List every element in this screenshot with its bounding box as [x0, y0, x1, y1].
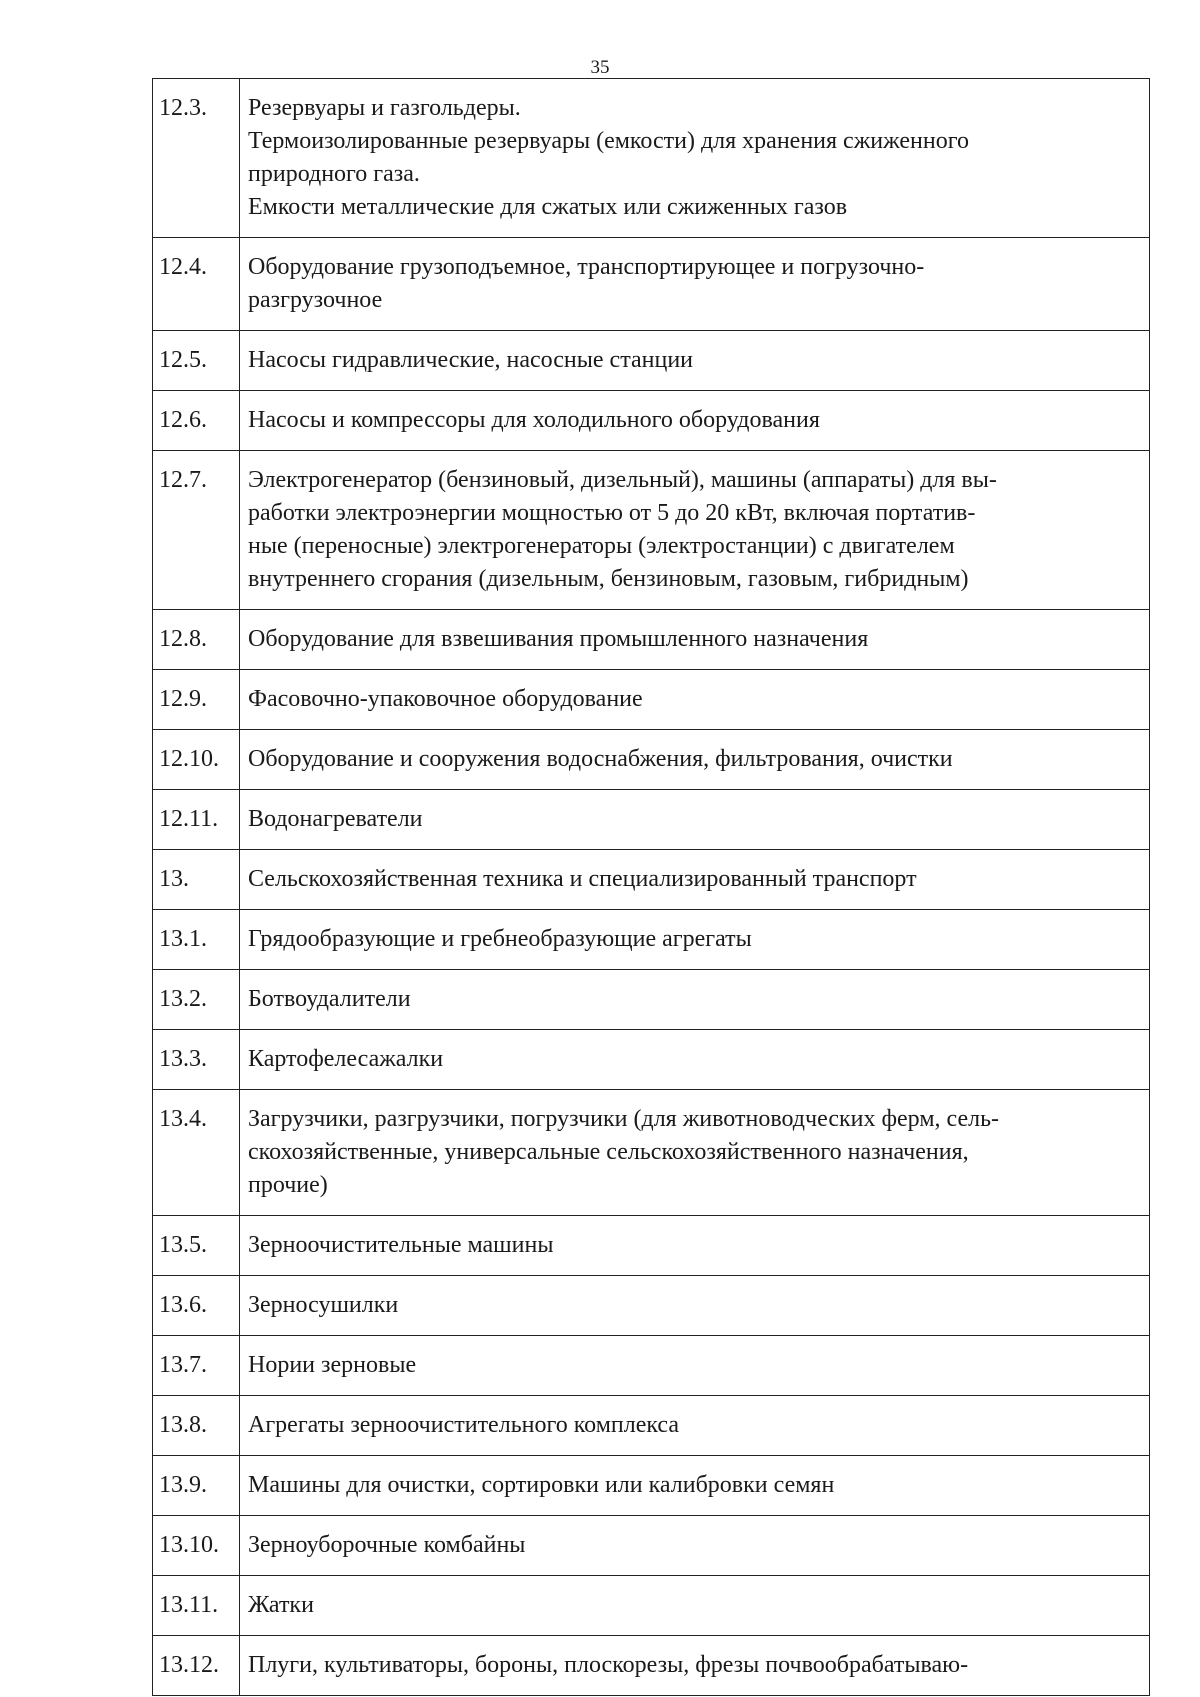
table-row	[153, 1456, 1150, 1516]
description-line: Сельскохозяйственная техника и специализированный транспорт	[248, 866, 917, 892]
row-number-cell: 13.11.	[153, 1576, 240, 1636]
row-number-cell: 13.1.	[153, 910, 240, 970]
table-row	[153, 970, 1150, 1030]
row-number-cell: 13.6.	[153, 1276, 240, 1336]
table-row	[153, 1216, 1150, 1276]
table-row	[153, 331, 1150, 391]
description-line: Плуги, культиваторы, бороны, плоскорезы, фрезы почвообрабатываю-	[248, 1652, 969, 1678]
description-line: работки электроэнергии мощностью от 5 до 20 кВт, включая портатив-	[248, 500, 976, 526]
description-line: внутреннего сгорания (дизельным, бензиновым, газовым, гибридным)	[248, 566, 969, 592]
table-row	[153, 391, 1150, 451]
row-number-cell: 12.3.	[153, 79, 240, 238]
row-number-cell: 13.7.	[153, 1336, 240, 1396]
row-number-cell: 12.6.	[153, 391, 240, 451]
row-number-cell: 13.10.	[153, 1516, 240, 1576]
row-description-cell	[240, 1336, 1150, 1396]
row-number-cell: 12.7.	[153, 451, 240, 610]
table-row	[153, 451, 1150, 610]
description-line: Насосы и компрессоры для холодильного оборудования	[248, 407, 820, 433]
row-description-cell	[240, 331, 1150, 391]
description-line: Оборудование и сооружения водоснабжения, фильтрования, очистки	[248, 746, 953, 772]
row-description-cell	[240, 1090, 1150, 1216]
row-description-cell	[240, 1516, 1150, 1576]
row-description-cell	[240, 730, 1150, 790]
row-description-cell	[240, 970, 1150, 1030]
description-line: Оборудование грузоподъемное, транспортирующее и погрузочно-	[248, 254, 925, 280]
table-row	[153, 1276, 1150, 1336]
description-line: Электрогенератор (бензиновый, дизельный), машины (аппараты) для вы-	[248, 467, 997, 493]
description-line: разгрузочное	[248, 287, 383, 313]
row-number-cell: 13.8.	[153, 1396, 240, 1456]
description-line: Зерноуборочные комбайны	[248, 1532, 526, 1558]
table-row	[153, 790, 1150, 850]
description-line: ные (переносные) электрогенераторы (электростанции) с двигателем	[248, 533, 955, 559]
row-number-cell: 12.11.	[153, 790, 240, 850]
description-line: Фасовочно-упаковочное оборудование	[248, 686, 643, 712]
description-line: Нории зерновые	[248, 1352, 417, 1378]
description-line: Машины для очистки, сортировки или калибровки семян	[248, 1472, 835, 1498]
description-line: Картофелесажалки	[248, 1046, 444, 1072]
table-row	[153, 670, 1150, 730]
row-number-cell: 12.8.	[153, 610, 240, 670]
description-line: Водонагреватели	[248, 806, 423, 832]
table-row	[153, 1396, 1150, 1456]
row-number-cell: 13.9.	[153, 1456, 240, 1516]
description-line: Агрегаты зерноочистительного комплекса	[248, 1412, 680, 1438]
row-description-cell	[240, 391, 1150, 451]
table-row	[153, 238, 1150, 331]
row-number-cell: 12.9.	[153, 670, 240, 730]
description-line: прочие)	[248, 1172, 328, 1198]
description-line: Зерносушилки	[248, 1292, 399, 1318]
row-number-cell: 12.4.	[153, 238, 240, 331]
description-line: Зерноочистительные машины	[248, 1232, 554, 1258]
row-number-cell: 12.5.	[153, 331, 240, 391]
row-description-cell	[240, 790, 1150, 850]
description-line: Резервуары и газгольдеры.	[248, 95, 521, 121]
row-description-cell	[240, 1636, 1150, 1696]
row-description-cell	[240, 610, 1150, 670]
row-description-cell	[240, 1396, 1150, 1456]
table-row	[153, 730, 1150, 790]
description-line: Термоизолированные резервуары (емкости) для хранения сжиженного	[248, 128, 969, 154]
page-number: 35	[590, 57, 610, 78]
table-row	[153, 910, 1150, 970]
table-row	[153, 850, 1150, 910]
description-line: скохозяйственные, универсальные сельскохозяйственного назначения,	[248, 1139, 969, 1165]
row-description-cell	[240, 1030, 1150, 1090]
description-line: Загрузчики, разгрузчики, погрузчики (для животноводческих ферм, сель-	[248, 1106, 1000, 1132]
table-row	[153, 1576, 1150, 1636]
table-row	[153, 610, 1150, 670]
row-description-cell	[240, 79, 1150, 238]
row-description-cell	[240, 451, 1150, 610]
description-line: Насосы гидравлические, насосные станции	[248, 347, 694, 373]
row-number-cell: 13.3.	[153, 1030, 240, 1090]
row-description-cell	[240, 850, 1150, 910]
description-line: Оборудование для взвешивания промышленного назначения	[248, 626, 869, 652]
row-description-cell	[240, 910, 1150, 970]
row-number-cell: 13.	[153, 850, 240, 910]
row-description-cell	[240, 238, 1150, 331]
row-number-cell: 13.2.	[153, 970, 240, 1030]
row-description-cell	[240, 1456, 1150, 1516]
row-number-cell: 12.10.	[153, 730, 240, 790]
equipment-list-table	[152, 78, 1150, 1696]
row-description-cell	[240, 1216, 1150, 1276]
table-row	[153, 1090, 1150, 1216]
row-number-cell: 13.4.	[153, 1090, 240, 1216]
table-row	[153, 1336, 1150, 1396]
description-line: Жатки	[248, 1592, 314, 1618]
row-number-cell: 13.5.	[153, 1216, 240, 1276]
table-body	[153, 79, 1150, 1696]
table-row	[153, 1030, 1150, 1090]
description-line: природного газа.	[248, 161, 420, 187]
row-description-cell	[240, 670, 1150, 730]
table-row	[153, 1516, 1150, 1576]
description-line: Грядообразующие и гребнеобразующие агрегаты	[248, 926, 752, 952]
table-row	[153, 1636, 1150, 1696]
description-line: Ботвоудалители	[248, 986, 411, 1012]
row-description-cell	[240, 1276, 1150, 1336]
row-description-cell	[240, 1576, 1150, 1636]
row-number-cell: 13.12.	[153, 1636, 240, 1696]
table-row	[153, 79, 1150, 238]
description-line: Емкости металлические для сжатых или сжиженных газов	[248, 194, 848, 220]
